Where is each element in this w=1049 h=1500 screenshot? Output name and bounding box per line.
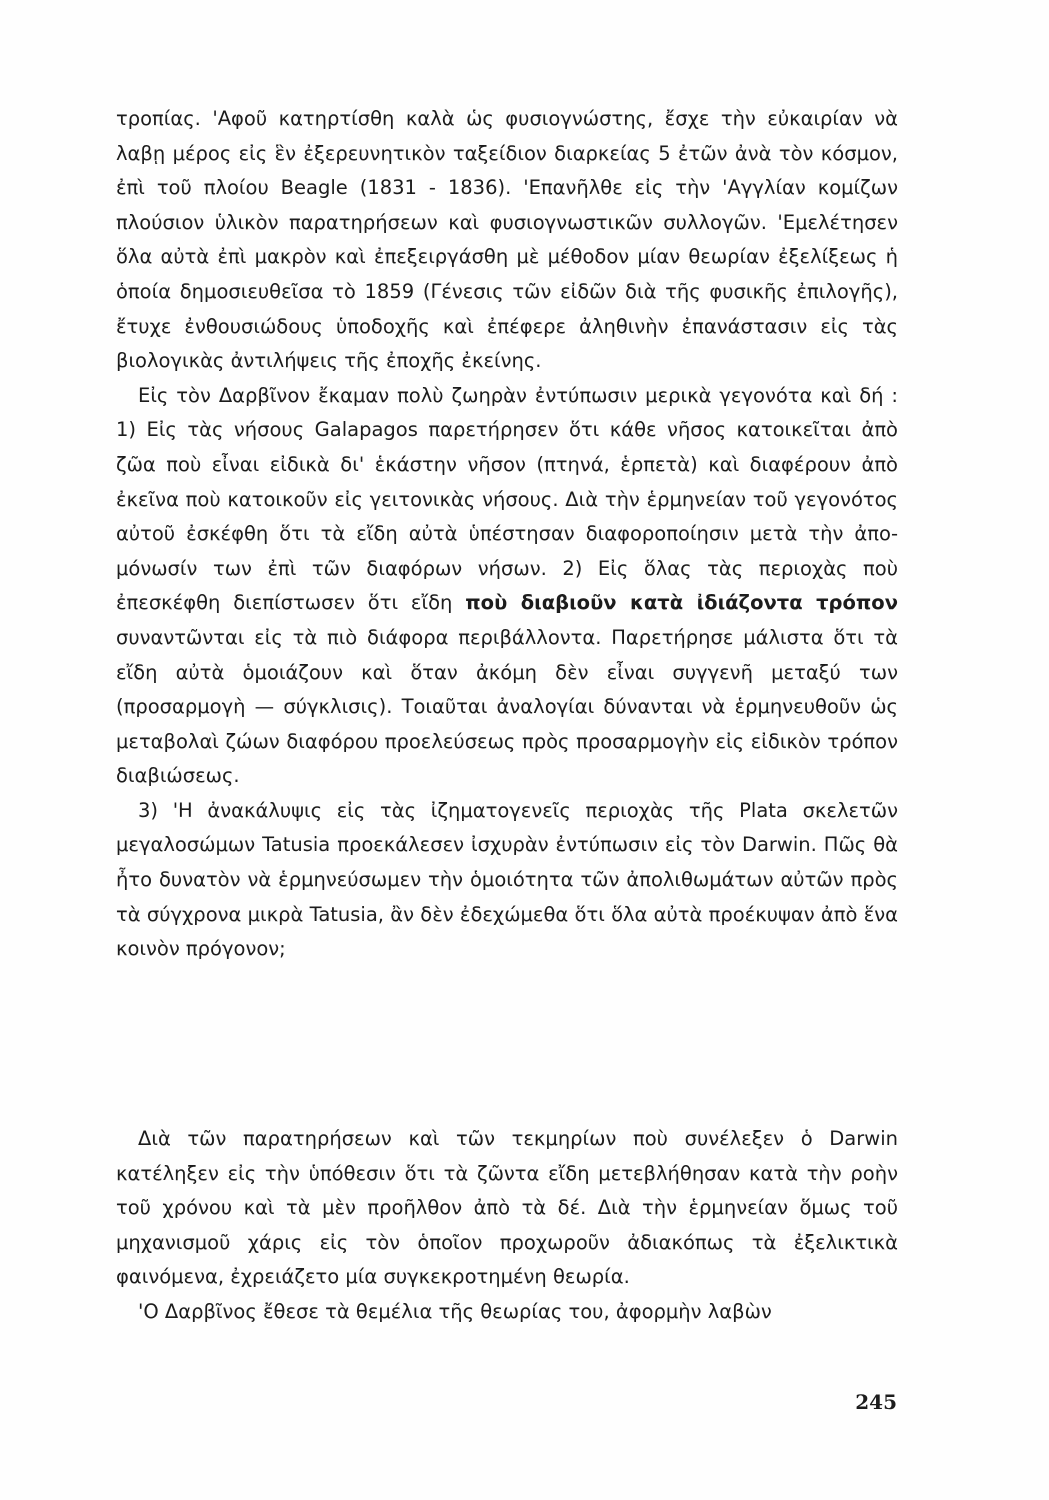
paragraph-tatusia: 3) 'Η ἀνακάλυψις εἰς τὰς ἰζηματογενεῖς περιοχὰς τῆς Plata σκελετῶν μεγαλοσώμων Tatusia προεκάλεσεν ἰσχυρὰν ἐντύπωσιν εἰς τὸν Darwin. Πῶς θὰ ἦτο δυνατὸν νὰ ἑρμηνεύσωμεν τὴν ὁμοιότητα τῶν ἀπολιθωμάτων αὐτῶν πρὸς τὰ σύγχρονα μικρὰ Tatusia, ἂν δὲν ἐδεχώμεθα ὅτι ὅλα αὐτὰ προέκυψαν ἀπὸ ἕνα κοινὸν πρόγονον; [116, 798, 898, 961]
paragraph-foundations: 'Ο Δαρβῖνος ἔθεσε τὰ θεμέλια τῆς θεωρίας του, ἀφορμὴν λαβὼν [138, 1299, 772, 1323]
text-section-1 [116, 102, 898, 967]
paragraph-hypothesis: Διὰ τῶν παρατηρήσεων καὶ τῶν τεκμηρίων ποὺ συνέλεξεν ὁ Darwin κατέληξεν εἰς τὴν ὑπόθεσιν ὅτι τὰ ζῶντα εἴδη μετεβλήθησαν κατὰ τὴν ροὴν τοῦ χρόνου καὶ τὰ μὲν προῆλθον ἀπὸ τὰ δέ. Διὰ τὴν ἑρμηνείαν ὅμως τοῦ μηχανισμοῦ χάρις εἰς τὸν ὁποῖον προχωροῦν ἀδιακόπως τὰ ἐξελικτικὰ φαινόμενα, ἐχρειάζετο μία συγκεκροτημένη θεωρία. [116, 1127, 898, 1289]
paragraph-voyage: τροπίας. 'Αφοῦ κατηρτίσθη καλὰ ὡς φυσιογνώστης, ἔσχε τὴν εὐκαιρίαν νὰ λαβῃ μέρος εἰς ἓν ἐξερευνητικὸν ταξείδιον διαρκείας 5 ἐτῶν ἀνὰ τὸν κόσμον, ἐπὶ τοῦ πλοίου Beagle (1831 - 1836). 'Επανῆλθε εἰς τὴν 'Αγγλίαν κομίζων πλούσιον ὑλικὸν παρατηρήσεων καὶ φυσιογνωστικῶν συλλογῶν. 'Εμελέτησεν ὅλα αὐτὰ ἐπὶ μακρὸν καὶ ἐπεξειργάσθη μὲ μέθοδον μίαν θεωρίαν ἐξελίξεως ἡ ὁποία δημοσιευθεῖσα τὸ 1859 (Γένεσις τῶν εἰδῶν διὰ τῆς φυσικῆς ἐπιλογῆς), ἔτυχε ἐνθουσιώδους ὑποδοχῆς καὶ ἐπέφερε ἀληθινὴν ἐπανάστασιν εἰς τὰς βιολογικὰς ἀντιλήψεις τῆς ἐποχῆς ἐκείνης. [116, 107, 898, 373]
text-section-2 [116, 1122, 898, 1330]
observations-text-b: συναντῶνται εἰς τὰ πιὸ διάφορα περιβάλλοντα. Παρετήρησε μάλιστα ὅτι τὰ εἴδη αὐτὰ ὁμοιάζουν καὶ ὅταν ἀκόμη δὲν εἶναι συγγενῆ μεταξύ των (προσαρμογὴ — σύγκλισις). Τοιαῦται ἀναλογίαι δύνανται νὰ ἑρμηνευθοῦν ὡς μεταβολαὶ ζώων διαφόρου προελεύσεως πρὸς προσαρμογὴν εἰς εἰδικὸν τρόπον διαβιώσεως. [116, 625, 898, 788]
observations-text-a: Εἰς τὸν Δαρβῖνον ἔκαμαν πολὺ ζωηρὰν ἐντύπωσιν μερικὰ γεγονότα καὶ δή : 1) Εἰς τὰς νήσους Galapagos παρετήρησεν ὅτι κάθε νῆσος κατοικεῖται ἀπὸ ζῶα ποὺ εἶναι εἰδικὰ δι' ἑκάστην νῆσον (πτηνά, ἑρπετὰ) καὶ διαφέρουν ἀπὸ ἐκεῖνα ποὺ κατοικοῦν εἰς γειτονικὰς νήσους. Διὰ τὴν ἑρμηνείαν τοῦ γεγονότος αὐτοῦ ἐσκέφθη ὅτι τὰ εἴδη αὐτὰ ὑπέστησαν διαφοροποίησιν μετὰ τὴν ἀπομόνωσίν των ἐπὶ τῶν διαφόρων νήσων. 2) Εἰς ὅλας τὰς περιοχὰς ποὺ ἐπεσκέφθη διεπίστωσεν ὅτι εἴδη [116, 383, 898, 615]
paragraph-observations [116, 379, 898, 794]
observations-emphasis: ποὺ διαβιοῦν κατὰ ἰδιάζοντα τρόπον [465, 591, 898, 615]
page-number: 245 [855, 1390, 897, 1414]
